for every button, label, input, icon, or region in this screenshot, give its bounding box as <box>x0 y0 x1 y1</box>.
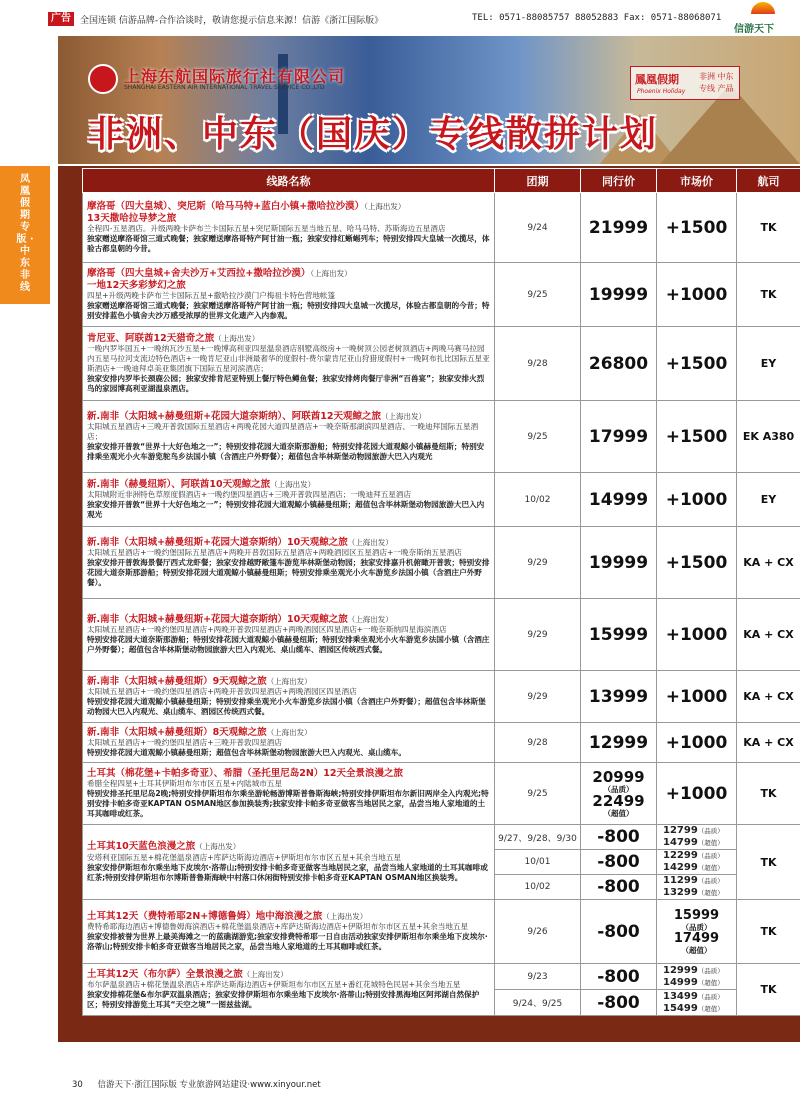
route-cell <box>83 327 495 401</box>
route-highlights: 独家安排棉花堡&布尔萨双温泉酒店；独家安排伊斯坦布尔乘坐地下皮埃尔·洛蒂山;特别安排黑海地区阿邦湖自然保护区；特别安排游览土耳其“天空之境”一图兹盐湖。 <box>87 990 480 1010</box>
price-value: 12999 <box>663 964 698 976</box>
price-cell: 26800 <box>581 327 657 401</box>
route-desc: 安塔利亚国际五星+棉花堡温泉酒店+库萨达斯海边酒店+伊斯坦布尔市区五星+其余当地五星 <box>87 852 402 862</box>
logo-text: 信游天下 <box>734 24 774 35</box>
table-row <box>83 900 800 964</box>
company-name: 上海东航国际旅行社有限公司 <box>124 67 346 86</box>
price-tag-2: （超值） <box>697 839 724 847</box>
route-highlights: 独家赠送摩洛哥馆三道式晚餐；独家赠送摩洛哥特产阿甘油一瓶；特别安排四大皇城一次揽尽，体验古都皇朝的今昔；特别安排蓝色小镇舍夫沙万感受浓厚的世界文化遗产入内参观。 <box>87 301 490 320</box>
market-cell: +1000 <box>657 473 737 527</box>
table-header-row <box>83 169 800 193</box>
price-value-2: 14299 <box>663 862 698 873</box>
market-cell <box>657 900 737 964</box>
price-tag: （品质） <box>697 852 724 860</box>
airline-cell: TK <box>737 193 800 263</box>
route-desc: 太阳城五星酒店+一晚约堡四星酒店+两晚开普敦四星酒店+两晚酒园区四星酒店+一晚奈斯纳四星海滨酒店 <box>87 625 447 635</box>
tour-schedule-table <box>82 168 800 1016</box>
price-cell: 19999 <box>581 263 657 327</box>
market-cell: +1500 <box>657 327 737 401</box>
side-section-tab: 凤凰假期专版 · 中东非线 <box>0 166 50 304</box>
top-info-bar <box>0 0 800 36</box>
partner-logo <box>630 66 740 100</box>
route-desc: 太阳城五星酒店+三晚开普敦国际五星酒店+两晚花园大道四星酒店+一晚奈斯那湖滨四星酒店、一晚迪拜国际五星酒店； <box>87 422 479 442</box>
route-cell <box>83 723 495 763</box>
route-highlights: 独家安排开普敦“世界十大好色地之一”；特别安排花园大道观鲸小镇赫曼纽斯；超值包含毕林斯堡动物园旅游大巴入内观光 <box>87 500 485 520</box>
hero-banner <box>58 36 800 164</box>
notice-text: 全国连锁 信游品牌-合作洽谈时，敬请您提示信息来源！信游《浙江国际版》 <box>80 16 384 26</box>
airline-cell: TK <box>737 964 800 1016</box>
route-desc: 太阳城五星酒店+一晚约堡国际五星酒店+两晚开普敦国际五星酒店+两晚酒园区五星酒店+一晚奈斯纳五星酒店 <box>87 548 462 558</box>
route-title[interactable]: 新.南非（太阳城+赫曼纽斯+花园大道奈斯纳）10天观鲸之旅 <box>87 613 348 625</box>
price-value: 20999 <box>592 767 645 786</box>
price-cell: -800 <box>581 990 657 1016</box>
departure: （上海出发） <box>381 411 426 421</box>
route-highlights: 独家赠送摩洛哥馆三道式晚餐；独家赠送摩洛哥特产阿甘油一瓶；独家安排红蜥蜴列车；特别安排四大皇城一次揽尽，体验古都皇朝的今昔。 <box>87 234 490 253</box>
market-cell: +1000 <box>657 263 737 327</box>
route-highlights: 独家安排内罗毕长颈鹿公园；独家安排肯尼亚特别上餐厅特色鳟鱼餐；独家安排烤肉餐厅非洲“百兽宴”；独家安排火烈鸟的家园博高利亚湖温泉酒店。 <box>87 374 485 394</box>
price-tag-2: （超值） <box>697 1004 724 1013</box>
route-cell <box>83 401 495 473</box>
col-header-market: 市场价 <box>657 169 737 193</box>
departure: （上海出发） <box>266 727 312 737</box>
date-cell: 9/23 <box>495 964 581 990</box>
schedule-panel <box>58 166 800 1042</box>
price-value: 12299 <box>663 850 698 861</box>
route-highlights: 特别安排圣托里尼岛2晚;特别安排伊斯坦布尔乘坐游轮畅游博斯普鲁斯海峡;特别安排伊斯坦布尔新旧两岸全入内观光;特别安排卡帕多奇亚KAPTAN OSMAN地区参加换装秀;独家安排卡帕多奇亚做客当地居民之家，品尝当地人家地道的土耳其咖啡或红茶。 <box>87 789 489 819</box>
price-tag: （品质） <box>697 877 724 885</box>
date-cell: 9/25 <box>495 763 581 825</box>
route-subtitle: 13天撒哈拉导梦之旅 <box>87 212 177 224</box>
departure: （上海出发） <box>242 969 288 979</box>
price-cell: -800 <box>581 875 657 900</box>
airline-cell: TK <box>737 263 800 327</box>
price-value: 12799 <box>663 825 698 836</box>
price-value-2: 17499 <box>673 930 720 946</box>
date-cell: 9/24、9/25 <box>495 990 581 1016</box>
table-row <box>83 327 800 401</box>
col-header-price: 同行价 <box>581 169 657 193</box>
market-cell <box>657 990 737 1016</box>
table-row <box>83 825 800 850</box>
departure: （上海出发） <box>214 333 260 343</box>
table-row <box>83 527 800 599</box>
route-cell <box>83 671 495 723</box>
price-value-2: 14999 <box>663 976 698 988</box>
date-cell: 10/02 <box>495 473 581 527</box>
table-row <box>83 263 800 327</box>
price-cell: 14999 <box>581 473 657 527</box>
airline-cell: KA + CX <box>737 723 800 763</box>
market-cell: +1500 <box>657 401 737 473</box>
price-value: 11299 <box>663 875 698 886</box>
departure: （上海出发） <box>266 676 312 686</box>
airline-cell: EY <box>737 473 800 527</box>
date-cell: 9/29 <box>495 527 581 599</box>
price-cell <box>581 763 657 825</box>
page-title: 非洲、中东（国庆）专线散拼计划 <box>88 114 659 155</box>
market-cell <box>657 850 737 875</box>
date-cell: 9/28 <box>495 327 581 401</box>
partner-tag: 非洲 中东 专线 产品 <box>699 72 734 93</box>
price-value-2: 15499 <box>663 1002 698 1014</box>
price-tag-2: （超值） <box>681 945 712 955</box>
price-tag: （品质） <box>681 922 712 932</box>
route-title[interactable]: 新.南非（赫曼纽斯）、阿联酋10天观鲸之旅 <box>87 478 271 490</box>
route-desc: 四星+升级两晚卡萨布兰卡国际五星+撒哈拉沙漠门户梅祖卡特色营地帐篷 <box>87 291 336 300</box>
route-title[interactable]: 肯尼亚、阿联酋12天猎奇之旅 <box>87 332 215 344</box>
route-subtitle: 一地12天多彩梦幻之旅 <box>87 279 186 291</box>
route-title[interactable]: 新.南非（太阳城+赫曼纽斯）8天观鲸之旅 <box>87 726 267 738</box>
route-highlights: 独家安排开普敦海景餐厅西式龙虾餐；独家安排越野敞篷车游览毕林斯堡动物园；独家安排嘉升机俯瞰开普敦；特别安排花园大道奈斯那游船；特别安排花园大道观鲸小镇赫曼纽斯；特别安排乘坐观光小火车游览乡法国小镇（含酒庄户外野餐）。 <box>87 558 490 588</box>
col-header-route: 线路名称 <box>83 169 495 193</box>
ad-label: 广告 <box>48 12 74 26</box>
table-row <box>83 473 800 527</box>
date-cell: 9/25 <box>495 401 581 473</box>
price-cell: -800 <box>581 825 657 850</box>
price-tag: （品质） <box>697 966 724 975</box>
departure: （上海出发） <box>195 842 241 852</box>
airline-cell: KA + CX <box>737 599 800 671</box>
price-tag: （品质） <box>697 992 724 1001</box>
price-cell: -800 <box>581 850 657 875</box>
route-highlights: 独家安排被誉为世界上最美海滩之一的蓝礁湖游览;独家安排费特希耶一日自由活动独家安排伊斯坦布尔乘坐地下皮埃尔·洛蒂山;特别安排卡帕多奇亚做客当地居民之家，品尝当地人家地道的土耳其咖啡或红茶。 <box>87 932 488 952</box>
route-desc: 太阳城附近非洲特色草原度假酒店+一晚约堡四星酒店+三晚开普敦四星酒店；一晚迪拜五星酒店 <box>87 490 412 500</box>
route-cell <box>83 473 495 527</box>
departure: （上海出发） <box>364 202 406 211</box>
date-cell: 9/27、9/28、9/30 <box>495 825 581 850</box>
date-cell: 9/24 <box>495 193 581 263</box>
date-cell: 9/28 <box>495 723 581 763</box>
route-title[interactable]: 土耳其12天（布尔萨）全景浪漫之旅 <box>87 968 243 980</box>
price-tag-2: （超值） <box>697 864 724 872</box>
route-title[interactable]: 摩洛哥（四大皇城+舍夫沙万+艾西拉+撒哈拉沙漠） <box>87 268 311 279</box>
route-desc: 布尔萨温泉酒店+棉花堡温泉酒店+库萨达斯海边酒店+伊斯坦布尔市区五星+番红花城特色民居+其余当地五星 <box>87 980 461 990</box>
date-cell: 9/25 <box>495 263 581 327</box>
route-title[interactable]: 新.南非（太阳城+赫曼纽斯+花园大道奈斯纳）10天观鲸之旅 <box>87 536 348 548</box>
table-row <box>83 671 800 723</box>
market-cell: +1000 <box>657 599 737 671</box>
sun-icon <box>751 2 775 14</box>
date-cell: 10/02 <box>495 875 581 900</box>
route-highlights: 独家安排开普敦“世界十大好色地之一”；特别安排花园大道奈斯那游船；特别安排花园大道观鲸小镇赫曼纽斯；特别安排乘坐观光小火车游览鸵鸟乡法国小镇（含酒庄户外野餐）；超值包含毕林斯堡动物园旅游大巴入内观光 <box>87 442 485 462</box>
price-cell: 12999 <box>581 723 657 763</box>
date-cell: 10/01 <box>495 850 581 875</box>
route-title[interactable]: 土耳其10天蓝色浪漫之旅 <box>87 841 196 853</box>
date-cell: 9/26 <box>495 900 581 964</box>
departure: （上海出发） <box>270 479 316 489</box>
col-header-airline: 航司 <box>737 169 800 193</box>
brand-logo <box>730 2 796 36</box>
route-title[interactable]: 土耳其12天（费特希耶2N+博德鲁姆）地中海浪漫之旅 <box>87 910 323 922</box>
airline-cell: TK <box>737 763 800 825</box>
price-value-2: 14799 <box>663 837 698 848</box>
departure: （上海出发） <box>347 537 393 547</box>
market-cell <box>657 964 737 990</box>
market-cell <box>657 825 737 850</box>
departure: （上海出发） <box>322 911 368 921</box>
route-cell <box>83 263 495 327</box>
route-desc: 费特希耶海边酒店+博德鲁姆海滨酒店+棉花堡温泉酒店+库萨达斯海边酒店+伊斯坦布尔市区五星+其余当地五星 <box>87 922 469 932</box>
price-cell: 15999 <box>581 599 657 671</box>
price-value-2: 22499 <box>592 791 645 810</box>
route-highlights: 独家安排伊斯坦布尔乘坐地下皮埃尔·洛蒂山;特别安排卡帕多奇亚做客当地居民之家，品尝当地人家地道的土耳其咖啡或红茶;特别安排伊斯坦布尔博斯普鲁斯海峡中村落口休闲街特别安排卡帕多奇亚KAPTAN OSMAN地区换装秀。 <box>87 862 488 882</box>
airline-cell: KA + CX <box>737 671 800 723</box>
airline-cell: KA + CX <box>737 527 800 599</box>
table-row <box>83 723 800 763</box>
company-name-en: SHANGHAI EASTERN AIR INTERNATIONAL TRAVEL SERVICE CO.,LTD <box>124 84 325 91</box>
price-tag: （品质） <box>603 784 634 794</box>
table-row <box>83 401 800 473</box>
table-row <box>83 599 800 671</box>
price-tag: （品质） <box>697 827 724 835</box>
price-cell: 17999 <box>581 401 657 473</box>
route-cell <box>83 964 495 1016</box>
table-row <box>83 193 800 263</box>
market-cell: +1500 <box>657 193 737 263</box>
route-title[interactable]: 摩洛哥（四大皇城）、突尼斯（哈马马特+蓝白小镇+撒哈拉沙漠） <box>87 201 365 212</box>
partner-name: 鳳凰假期 <box>635 73 679 86</box>
table-row <box>83 763 800 825</box>
price-cell: 13999 <box>581 671 657 723</box>
airline-cell: EK A380 <box>737 401 800 473</box>
date-cell: 9/29 <box>495 671 581 723</box>
table-row <box>83 964 800 990</box>
route-cell <box>83 599 495 671</box>
route-desc: 全程四-五星酒店。升级两晚卡萨布兰卡国际五星+突尼斯国际五星当地五星、哈马马特、苏斯海边五星酒店 <box>87 224 446 233</box>
price-cell: -800 <box>581 900 657 964</box>
departure: （上海出发） <box>310 269 352 278</box>
price-cell: -800 <box>581 964 657 990</box>
footer-text: 信游天下·浙江国际版 专业旅游网站建设·www.xinyour.net <box>97 1080 321 1090</box>
market-cell: +1500 <box>657 527 737 599</box>
airline-cell: TK <box>737 900 800 964</box>
market-cell <box>657 875 737 900</box>
price-value: 15999 <box>673 907 720 923</box>
route-highlights: 特别安排花园大道观鲸小镇赫曼纽斯；超值包含毕林斯堡动物园旅游大巴入内观光、桌山缆车。 <box>87 748 406 758</box>
page-footer <box>72 1078 321 1090</box>
contact-tel: TEL: 0571-88085757 88052883 Fax: 0571-88068071 <box>472 13 722 23</box>
route-highlights: 特别安排花园大道观鲸小镇赫曼纽斯；特别安排乘坐观光小火车游览乡法国小镇（含酒庄户外野餐）；超值包含毕林斯堡动物园大巴入内观光、桌山缆车、酒园区传统西式餐。 <box>87 697 486 717</box>
price-tag-2: （超值） <box>697 978 724 987</box>
date-cell: 9/29 <box>495 599 581 671</box>
route-desc: 一晚内罗毕国五+一晚纳瓦沙五星+一晚博高利亚四星温泉酒店别墅高级房+一晚树顶公园老树顶酒店+两晚马赛马拉园内五星马拉河支流边特色酒店+一晚肯尼亚山非洲最奢华的度假村-费尔蒙肯尼亚山狩猎度假村+一晚阿布扎比国际五星亚斯酒店+一晚迪拜卓美亚集团旗下国际五星河滨酒店； <box>87 344 490 374</box>
price-cell: 21999 <box>581 193 657 263</box>
airline-cell: EY <box>737 327 800 401</box>
route-highlights: 特别安排花园大道奈斯那游船；特别安排花园大道观鲸小镇赫曼纽斯；特别安排乘坐观光小火车游览乡法国小镇（含酒庄户外野餐）；超值包含毕林斯堡动物园旅游大巴入内观光、桌山缆车、酒园区传统西式餐。 <box>87 635 490 655</box>
departure: （上海出发） <box>347 614 393 624</box>
price-tag-2: （超值） <box>697 889 724 897</box>
price-value-2: 13299 <box>663 887 698 898</box>
route-cell <box>83 763 495 825</box>
route-cell <box>83 825 495 900</box>
route-cell <box>83 527 495 599</box>
price-value: 13499 <box>663 990 698 1002</box>
market-cell: +1000 <box>657 723 737 763</box>
route-title[interactable]: 新.南非（太阳城+赫曼纽斯）9天观鲸之旅 <box>87 675 267 687</box>
col-header-date: 团期 <box>495 169 581 193</box>
route-cell <box>83 193 495 263</box>
price-tag-2: （超值） <box>603 808 634 818</box>
airline-cell: TK <box>737 825 800 900</box>
route-desc: 太阳城五星酒店+一晚约堡四星酒店+两晚开普敦四星酒店+两晚酒园区四星酒店 <box>87 687 357 697</box>
route-cell <box>83 900 495 964</box>
route-desc: 太阳城五星酒店+一晚约堡四星酒店+三晚开普敦四星酒店 <box>87 738 282 748</box>
market-cell: +1000 <box>657 763 737 825</box>
page-number: 30 <box>72 1080 83 1090</box>
market-cell: +1000 <box>657 671 737 723</box>
route-title[interactable]: 土耳其（棉花堡+卡帕多奇亚）、希腊（圣托里尼岛2N）12天全景浪漫之旅 <box>87 767 403 779</box>
company-logo-icon <box>88 64 118 94</box>
route-title[interactable]: 新.南非（太阳城+赫曼纽斯+花园大道奈斯纳）、阿联酋12天观鲸之旅 <box>87 410 381 422</box>
partner-name-en: Phoenix Holiday <box>637 88 686 95</box>
price-cell: 19999 <box>581 527 657 599</box>
route-desc: 希腊全程四星+土耳其伊斯坦布尔市区五星+内陆城市五星 <box>87 779 282 789</box>
